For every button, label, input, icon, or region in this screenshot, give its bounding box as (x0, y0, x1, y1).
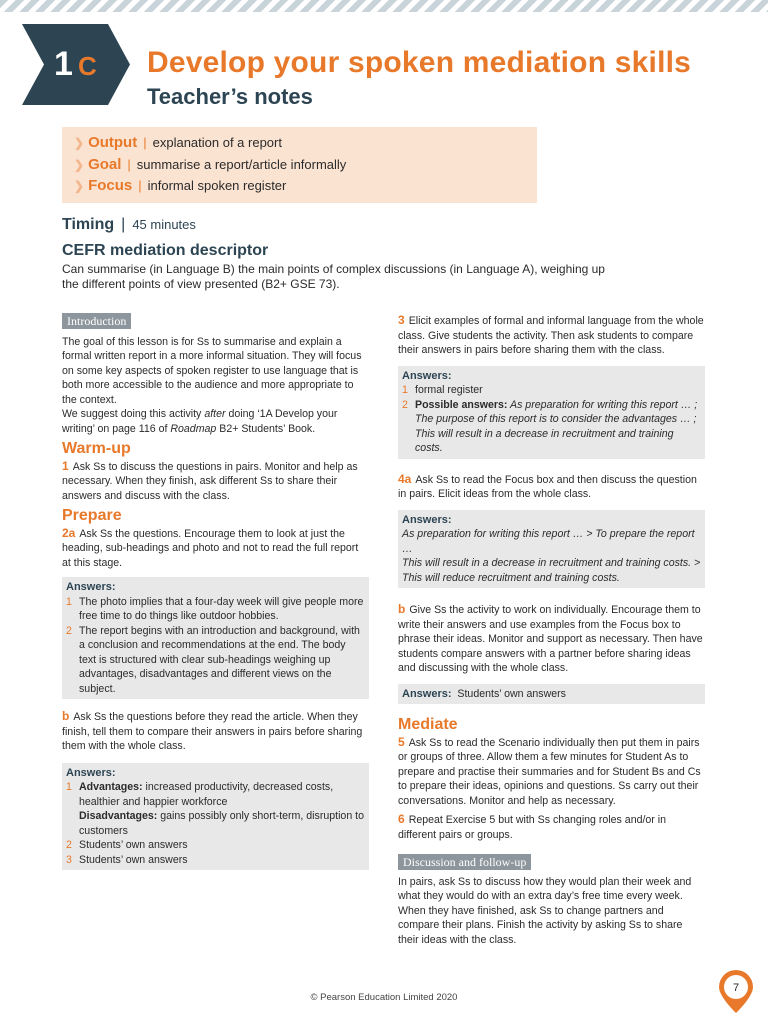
discussion-tag: Discussion and follow-up (398, 854, 531, 870)
chevron-right-icon: ❯ (74, 179, 85, 193)
badge-number: 1 (54, 45, 73, 83)
warmup-heading: Warm-up (62, 440, 131, 457)
answers-4a: Answers: As preparation for writing this report … > To prepare the report … This will result in a decrease in recruitment and training costs. > This will reduce recruitment and training costs. (398, 510, 705, 589)
mediate-heading: Mediate (398, 716, 458, 733)
objective-focus: ❯ Focus | informal spoken register (74, 177, 287, 194)
exercise-3: 3 Elicit examples of formal and informal language from the whole class. Give students the activity. Then ask students to compare their answers in pairs before sharing them with the class. (398, 313, 704, 356)
exercise-6: 6 Repeat Exercise 5 but with Ss changing roles and/or in different pairs or groups. (398, 812, 667, 841)
chevron-right-icon: ❯ (74, 158, 85, 172)
objective-output: ❯ Output | explanation of a report (74, 134, 282, 151)
discussion-text: In pairs, ask Ss to discuss how they would plan their week and what they would do with an extra day’s free time every week. When they have finished, ask Ss to change partners and compare their plans. Finish the activity by asking Ss to share their ideas with the class. (398, 875, 692, 946)
objectives-box (62, 127, 537, 203)
answers-4b: Answers: Students’ own answers (398, 684, 705, 705)
unit-badge (22, 24, 130, 105)
chevron-right-icon: ❯ (74, 136, 85, 150)
right-column (398, 313, 705, 947)
timing: Timing | 45 minutes (62, 216, 196, 233)
exercise-2b: b Ask Ss the questions before they read the article. When they finish, tell them to compare their answers in pairs before sharing them with the whole class. (62, 709, 363, 752)
top-stripe-decoration (0, 0, 768, 12)
copyright-footer: © Pearson Education Limited 2020 (310, 992, 458, 1003)
cefr-text: Can summarise (in Language B) the main points of complex discussions (in Language A), weighing up the different points of view presented (B2+ GSE 73). (62, 262, 605, 291)
cefr-heading: CEFR mediation descriptor (62, 242, 269, 259)
page-subtitle: Teacher’s notes (147, 84, 313, 109)
badge-letter: C (78, 51, 97, 81)
exercise-4b: b Give Ss the activity to work on individually. Encourage them to write their answers and use examples from the Focus box to phrase their ideas. Monitor and support as necessary. Then have students compare answers with a partner before sharing ideas and discussing with the whole class. (398, 602, 703, 674)
page-number: 7 (732, 982, 740, 994)
left-column (62, 313, 369, 870)
exercise-2a: 2a Ask Ss the questions. Encourage them to look at just the heading, sub-headings and photo and not to read the full report at this stage. (62, 525, 359, 569)
intro-note: We suggest doing this activity after doing ‘1A Develop your writing’ on page 116 of Roadmap B2+ Students’ Book. (62, 408, 338, 435)
page-number-pin-icon (717, 969, 755, 1015)
intro-paragraph: The goal of this lesson is for Ss to summarise and explain a formal written report in a more informal situation. They will focus on some key aspects of spoken register to use language that is both more accessible to the audience and more appropriate to the context. (62, 335, 362, 406)
prepare-heading: Prepare (62, 507, 122, 524)
answers-3: Answers: 1 formal register 2 Possible answers: As preparation for writing this report … ; The purpose of this report is to consider the advantages … ; This will result in a decrease in recruitment and training costs. (398, 366, 705, 459)
exercise-5: 5 Ask Ss to read the Scenario individually then put them in pairs or groups of three. Allow them a few minutes for Student As to prepare and practise their summaries and for Student Bs and Cs to prepare their ideas, opinions and questions. Ss carry out their conversations. Monitor and help as necessary. (398, 734, 701, 807)
page-title: Develop your spoken mediation skills (147, 46, 692, 79)
objective-goal: ❯ Goal | summarise a report/article informally (74, 156, 347, 173)
answers-2b: Answers: 1 Advantages: increased productivity, decreased costs, healthier and happier workforce Disadvantages: gains possibly only short-term, disruption to customers 2 Students’ own answers 3 Students’ own answers (62, 763, 369, 871)
exercise-1: 1 Ask Ss to discuss the questions in pairs. Monitor and help as necessary. When they finish, ask different Ss to share their answers and discuss with the class. (62, 458, 358, 502)
exercise-4a: 4a Ask Ss to read the Focus box and then discuss the question in pairs. Elicit ideas from the whole class. (398, 471, 697, 500)
introduction-tag: Introduction (62, 313, 131, 329)
answers-2a: Answers: 1 The photo implies that a four-day week will give people more free time to do things like outdoor hobbies. 2 The report begins with an introduction and background, with a conclusion and recommendations at the end. The body text is structured with clear sub-headings weighing up advantages, disadvantages and different views on the subject. (62, 577, 369, 699)
